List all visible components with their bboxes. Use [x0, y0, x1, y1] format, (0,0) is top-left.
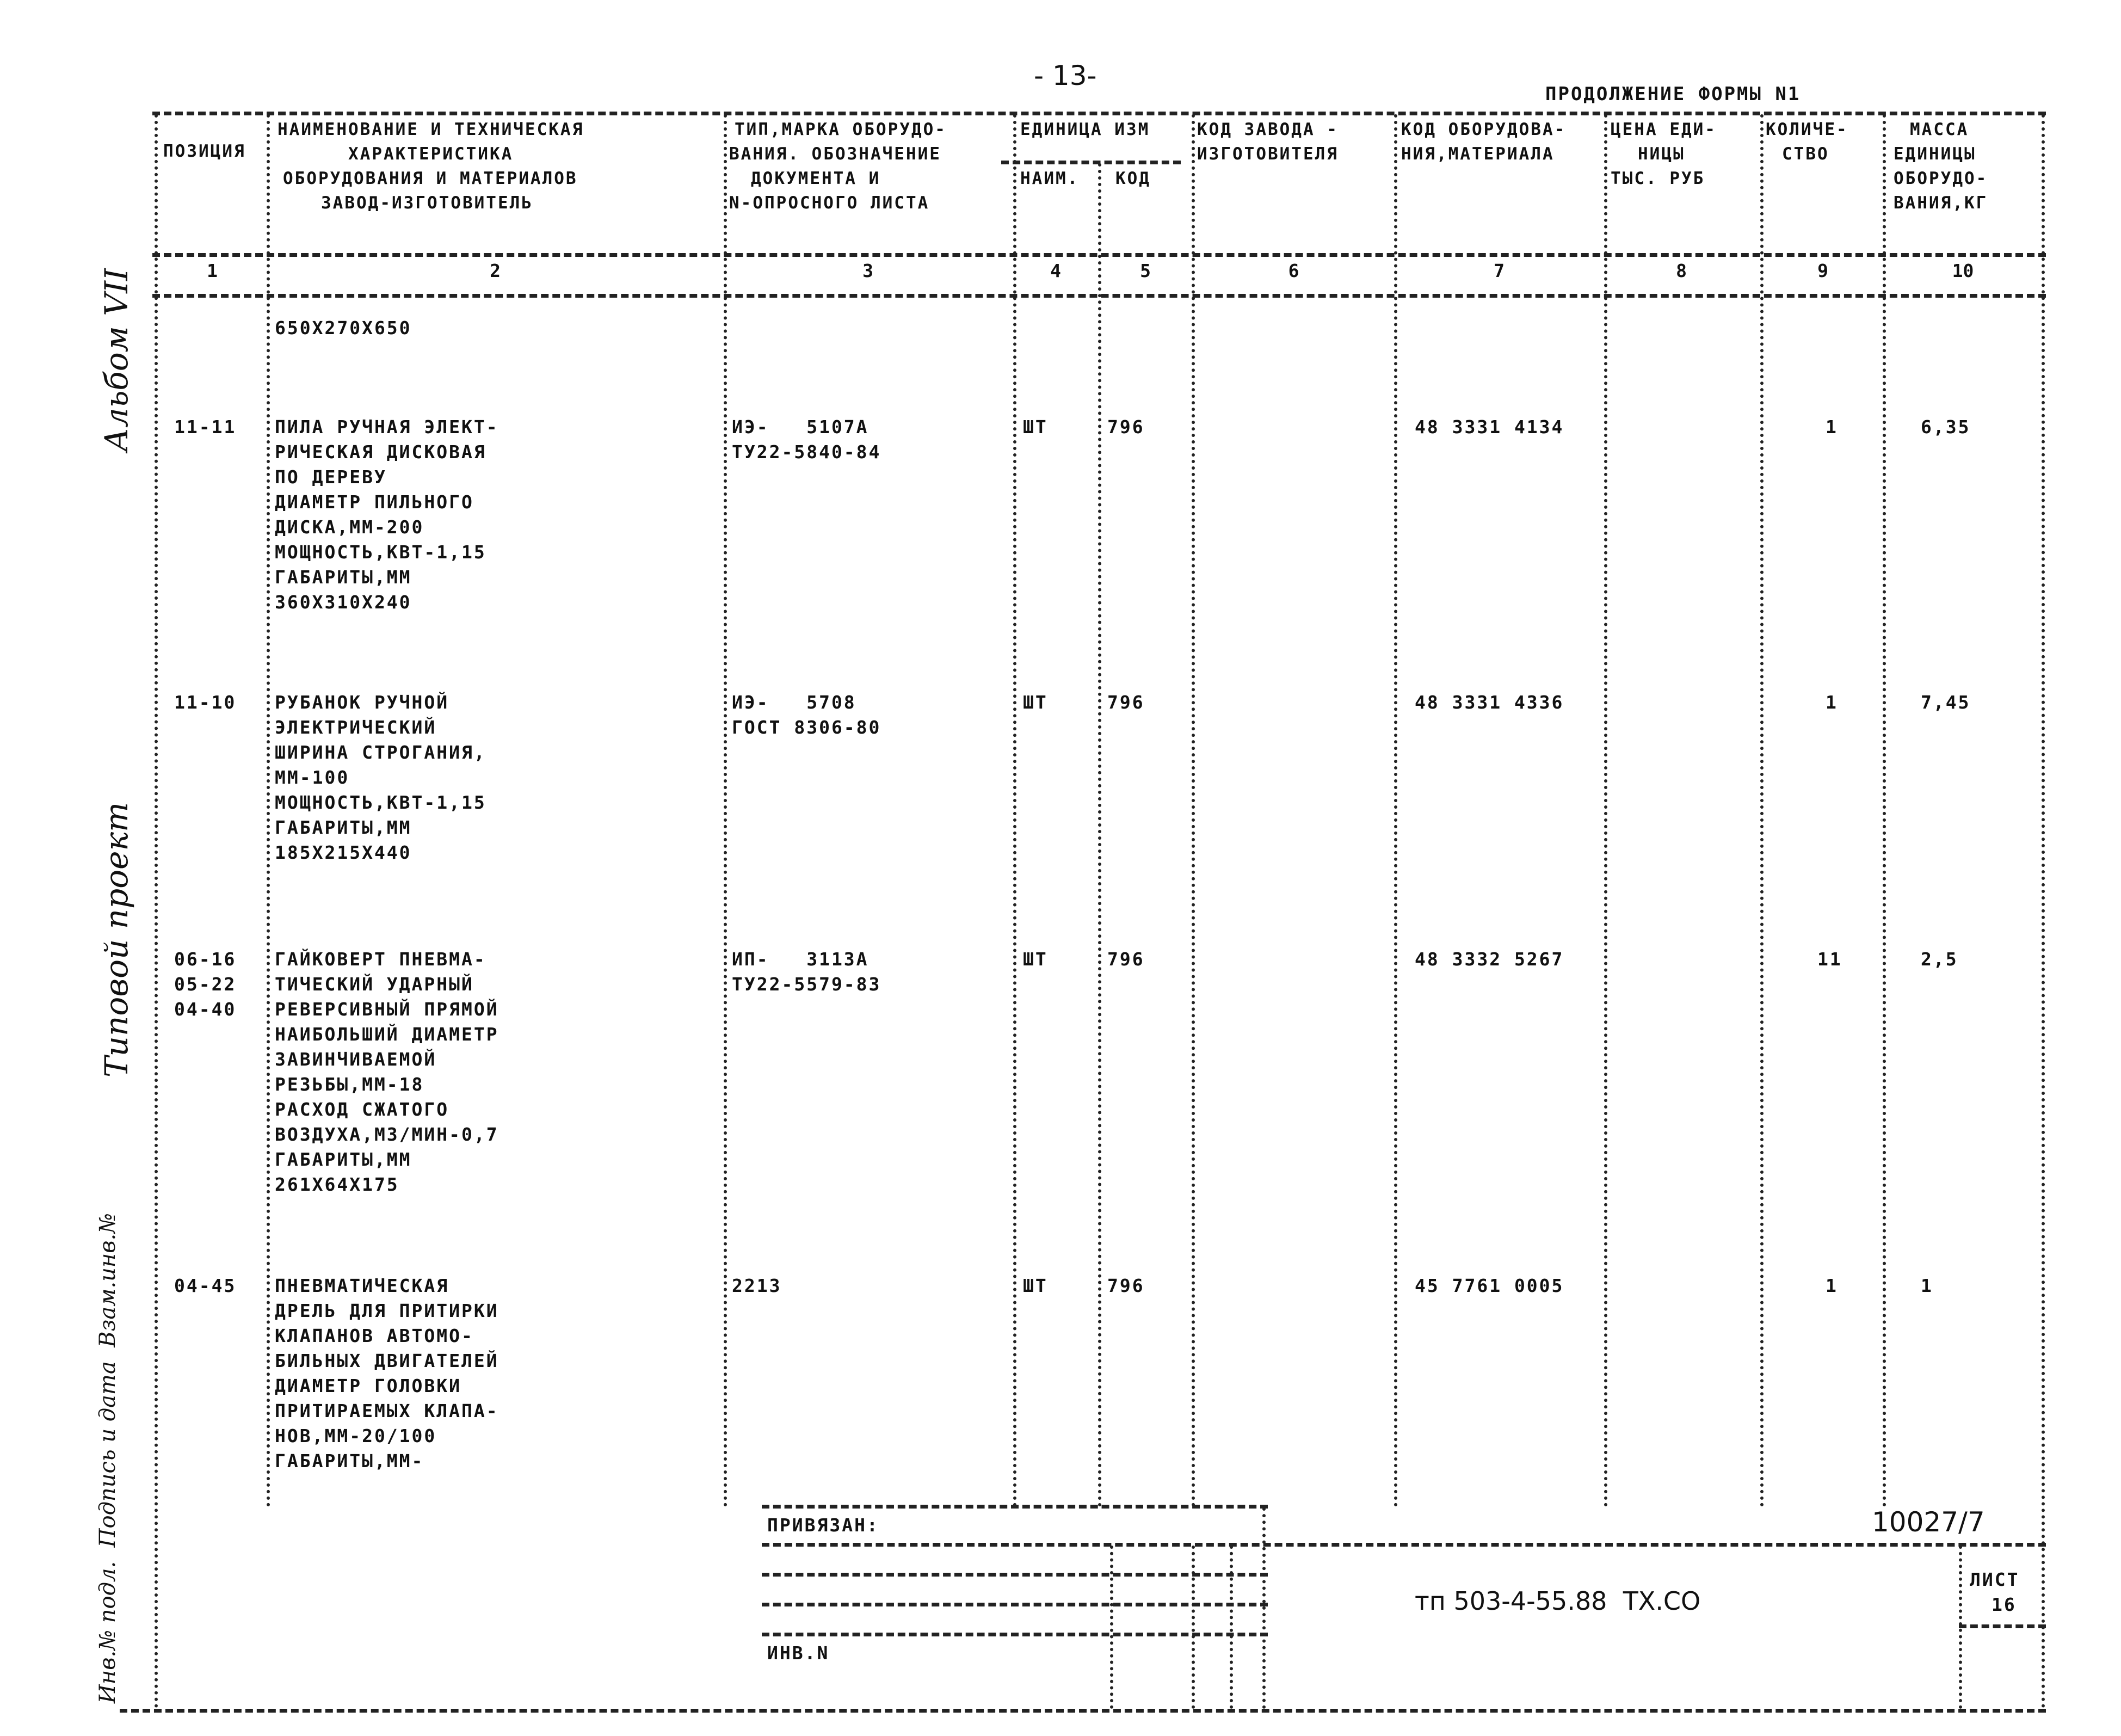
stamp-sep-2: [1192, 1546, 1195, 1709]
row-3-name-1: ГАЙКОВЕРТ ПНЕВМА-: [275, 949, 486, 970]
col-sep-10: [2042, 114, 2045, 1709]
col-sep-6: [1394, 114, 1397, 1507]
header-col-9-line-1: КОЛИЧЕ-: [1766, 120, 1848, 139]
header-unit-group: ЕДИНИЦА ИЗМ: [1020, 120, 1150, 139]
column-number-5: 5: [1140, 260, 1151, 281]
row-2-name-6: ГАБАРИТЫ,ММ: [275, 817, 412, 838]
row-2-name-5: МОЩНОСТЬ,КВТ-1,15: [275, 792, 486, 813]
row-1-type-2: ТУ22-5840-84: [732, 441, 881, 463]
row-3-position-1: 06-16: [174, 949, 237, 970]
header-col-1: ПОЗИЦИЯ: [163, 141, 246, 161]
row-4-mass: 1: [1921, 1275, 1933, 1296]
sheet-number: 16: [1991, 1594, 2017, 1615]
row-3-name-4: НАИБОЛЬШИЙ ДИАМЕТР: [275, 1024, 499, 1045]
row-4-unit-code: 796: [1107, 1275, 1145, 1296]
stamp-sheet-rule: [1959, 1624, 2046, 1628]
row-3-name-9: ГАБАРИТЫ,ММ: [275, 1149, 412, 1170]
stamp-rule-2: [762, 1543, 2046, 1547]
row-1-unit-code: 796: [1107, 416, 1145, 438]
row-2-quantity: 1: [1826, 692, 1838, 713]
row-4-name-6: ПРИТИРАЕМЫХ КЛАПА-: [275, 1400, 499, 1421]
row-4-position: 04-45: [174, 1275, 237, 1296]
margin-album: Альбом VII: [98, 268, 135, 452]
sheet-label: ЛИСТ: [1970, 1569, 2020, 1590]
header-col-4: НАИМ.: [1020, 169, 1080, 188]
margin-project: Типовой проект: [98, 802, 135, 1078]
col-sep-7: [1604, 114, 1607, 1507]
table-bottom-rule: [120, 1709, 2046, 1713]
header-col-2-line-3: ОБОРУДОВАНИЯ И МАТЕРИАЛОВ: [283, 169, 578, 188]
form-title: ПРОДОЛЖЕНИЕ ФОРМЫ N1: [1545, 83, 1801, 105]
col-sep-5: [1192, 114, 1195, 1507]
column-number-8: 8: [1676, 260, 1687, 281]
row-3-unit: ШТ: [1023, 949, 1048, 970]
header-col-10-line-1: МАССА: [1910, 120, 1969, 139]
header-col-3-line-2: ВАНИЯ. ОБОЗНАЧЕНИЕ: [729, 144, 941, 164]
row-2-unit-code: 796: [1107, 692, 1145, 713]
stamp-sep-1: [1110, 1546, 1113, 1709]
column-number-10: 10: [1952, 260, 1974, 281]
header-col-8-line-3: ТЫС. РУБ: [1611, 169, 1705, 188]
row-3-mass: 2,5: [1921, 949, 1958, 970]
row-1-quantity: 1: [1826, 416, 1838, 438]
col-sep-1: [267, 114, 270, 1507]
stamp-linked: ПРИВЯЗАН:: [767, 1515, 879, 1536]
unit-group-rule: [1001, 161, 1181, 164]
header-col-2-line-1: НАИМЕНОВАНИЕ И ТЕХНИЧЕСКАЯ: [278, 120, 584, 139]
header-col-10-line-4: ВАНИЯ,КГ: [1894, 193, 1988, 213]
column-number-1: 1: [207, 260, 218, 281]
row-2-equipment-code: 48 3331 4336: [1415, 692, 1564, 713]
row-3-name-2: ТИЧЕСКИЙ УДАРНЫЙ: [275, 974, 474, 995]
row-1-type-1: ИЭ- 5107А: [732, 416, 869, 438]
row-1-unit: ШТ: [1023, 416, 1048, 438]
row-3-name-5: ЗАВИНЧИВАЕМОЙ: [275, 1049, 437, 1070]
row-3-position-2: 05-22: [174, 974, 237, 995]
row-2-unit: ШТ: [1023, 692, 1048, 713]
row-1-name-2: РИЧЕСКАЯ ДИСКОВАЯ: [275, 441, 486, 463]
row-4-name-4: БИЛЬНЫХ ДВИГАТЕЛЕЙ: [275, 1350, 499, 1371]
header-col-9-line-2: СТВО: [1782, 144, 1829, 164]
row-3-name-3: РЕВЕРСИВНЫЙ ПРЯМОЙ: [275, 999, 499, 1020]
stamp-top-rule: [762, 1505, 1268, 1509]
header-col-2-line-2: ХАРАКТЕРИСТИКА: [348, 144, 514, 164]
col-sep-4: [1098, 163, 1101, 1507]
row-1-name-1: ПИЛА РУЧНАЯ ЭЛЕКТ-: [275, 416, 499, 438]
header-col-8-line-1: ЦЕНА ЕДИ-: [1611, 120, 1717, 139]
row-2-name-3: ШИРИНА СТРОГАНИЯ,: [275, 742, 486, 763]
col-sep-3: [1013, 114, 1016, 1507]
row-3-type-2: ТУ22-5579-83: [732, 974, 881, 995]
row-1-name-7: ГАБАРИТЫ,ММ: [275, 567, 412, 588]
stamp-sep-right: [1262, 1507, 1266, 1709]
row-2-name-2: ЭЛЕКТРИЧЕСКИЙ: [275, 717, 437, 738]
header-col-7-line-2: НИЯ,МАТЕРИАЛА: [1401, 144, 1555, 164]
row-3-quantity: 11: [1817, 949, 1842, 970]
row-4-name-1: ПНЕВМАТИЧЕСКАЯ: [275, 1275, 449, 1296]
header-col-6-line-2: ИЗГОТОВИТЕЛЯ: [1197, 144, 1339, 164]
row-3-name-6: РЕЗЬБЫ,ММ-18: [275, 1074, 424, 1095]
header-col-3-line-1: ТИП,МАРКА ОБОРУДО-: [735, 120, 947, 139]
row-1-position: 11-11: [174, 416, 237, 438]
stamp-sep-3: [1230, 1546, 1233, 1709]
col-sep-9: [1883, 114, 1886, 1507]
column-number-9: 9: [1817, 260, 1828, 281]
row-3-name-7: РАСХОД СЖАТОГО: [275, 1099, 449, 1120]
column-number-7: 7: [1494, 260, 1505, 281]
column-number-4: 4: [1050, 260, 1061, 281]
row-1-mass: 6,35: [1921, 416, 1971, 438]
row-1-name-8: 360Х310Х240: [275, 592, 412, 613]
row-3-name-8: ВОЗДУХА,М3/МИН-0,7: [275, 1124, 499, 1145]
row-2-name-1: РУБАНОК РУЧНОЙ: [275, 692, 449, 713]
header-col-3-line-4: N-ОПРОСНОГО ЛИСТА: [729, 193, 930, 213]
row-4-name-2: ДРЕЛЬ ДЛЯ ПРИТИРКИ: [275, 1300, 499, 1321]
row-1-name-5: ДИСКА,ММ-200: [275, 516, 424, 538]
row-1-name-3: ПО ДЕРЕВУ: [275, 466, 387, 488]
row-2-position: 11-10: [174, 692, 237, 713]
row-2-name-7: 185Х215Х440: [275, 842, 412, 863]
handwritten-number: 10027/7: [1872, 1506, 1985, 1538]
stamp-inventory-no: ИНВ.N: [767, 1642, 830, 1664]
row-4-equipment-code: 45 7761 0005: [1415, 1275, 1564, 1296]
col-sep-8: [1760, 114, 1764, 1507]
header-col-6-line-1: КОД ЗАВОДА -: [1197, 120, 1339, 139]
column-number-3: 3: [862, 260, 873, 281]
row-3-position-3: 04-40: [174, 999, 237, 1020]
header-col-2-line-4: ЗАВОД-ИЗГОТОВИТЕЛЬ: [321, 193, 533, 213]
row-4-quantity: 1: [1826, 1275, 1838, 1296]
row-4-name-7: НОВ,ММ-20/100: [275, 1425, 437, 1446]
row-3-type-1: ИП- 3113А: [732, 949, 869, 970]
column-number-2: 2: [490, 260, 501, 281]
row-4-type-1: 2213: [732, 1275, 782, 1296]
row-1-name-4: ДИАМЕТР ПИЛЬНОГО: [275, 491, 474, 513]
page-number: - 13-: [1034, 60, 1097, 91]
header-col-10-line-3: ОБОРУДО-: [1894, 169, 1988, 188]
header-col-7-line-1: КОД ОБОРУДОВА-: [1401, 120, 1567, 139]
header-col-8-line-2: НИЦЫ: [1638, 144, 1685, 164]
row-4-name-8: ГАБАРИТЫ,ММ-: [275, 1450, 424, 1472]
row-2-type-2: ГОСТ 8306-80: [732, 717, 881, 738]
row-4-name-3: КЛАПАНОВ АВТОМО-: [275, 1325, 474, 1346]
row-4-unit: ШТ: [1023, 1275, 1048, 1296]
header-col-5: КОД: [1115, 169, 1151, 188]
column-number-6: 6: [1288, 260, 1299, 281]
row-4-name-5: ДИАМЕТР ГОЛОВКИ: [275, 1375, 462, 1396]
carry-over-dimensions: 650Х270Х650: [275, 317, 412, 338]
row-2-mass: 7,45: [1921, 692, 1971, 713]
row-2-name-4: ММ-100: [275, 767, 350, 788]
row-1-equipment-code: 48 3331 4134: [1415, 416, 1564, 438]
header-col-3-line-3: ДОКУМЕНТА И: [751, 169, 881, 188]
row-3-name-10: 261Х64Х175: [275, 1174, 399, 1195]
col-sep-0: [155, 114, 158, 1709]
document-code: тп 503-4-55.88 ТХ.СО: [1415, 1586, 1701, 1616]
header-col-10-line-2: ЕДИНИЦЫ: [1894, 144, 1976, 164]
row-2-type-1: ИЭ- 5708: [732, 692, 856, 713]
margin-signatures: Инв.№ подл. Подпись и дата Взам.инв.№: [95, 1212, 120, 1703]
row-3-equipment-code: 48 3332 5267: [1415, 949, 1564, 970]
row-1-name-6: МОЩНОСТЬ,КВТ-1,15: [275, 541, 486, 563]
col-sep-2: [724, 114, 727, 1507]
row-3-unit-code: 796: [1107, 949, 1145, 970]
